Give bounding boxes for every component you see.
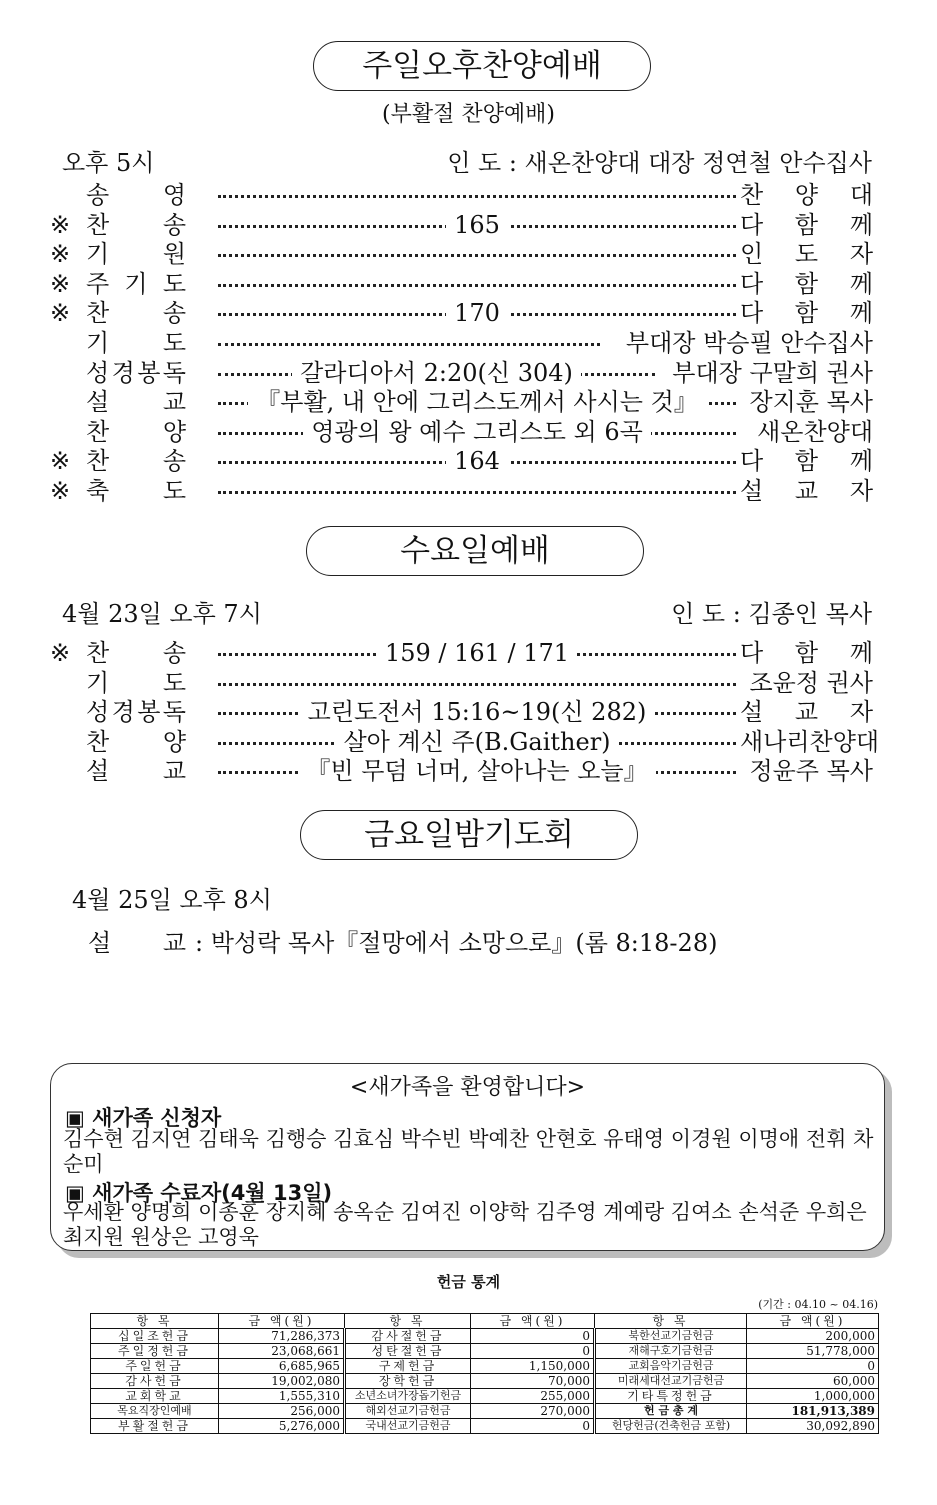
header-item: 항 목 bbox=[595, 1314, 747, 1329]
offering-row bbox=[91, 1404, 879, 1419]
leader-dots bbox=[218, 683, 736, 686]
order-detail: 164 bbox=[446, 447, 508, 475]
order-detail: 영광의 왕 예수 그리스도 외 6곡 bbox=[303, 418, 651, 446]
standing-mark: ※ bbox=[50, 477, 71, 505]
offering-item: 미래세대선교기금헌금 bbox=[595, 1374, 747, 1389]
order-person: 다 함 께 bbox=[740, 299, 873, 328]
order-label: 송 영 bbox=[86, 181, 186, 209]
order-label: 기 원 bbox=[86, 240, 186, 269]
offering-amount: 0 bbox=[747, 1359, 879, 1374]
offering-item: 교회학교 bbox=[91, 1389, 219, 1404]
order-label: 주 기 도 bbox=[86, 269, 186, 298]
offering-item: 국내선교기금헌금 bbox=[345, 1419, 471, 1434]
offering-item: 구제헌금 bbox=[345, 1359, 471, 1374]
standing-mark: ※ bbox=[50, 210, 71, 239]
offering-item: 재해구호기금헌금 bbox=[595, 1344, 747, 1359]
wednesday-service-title: 수요일예배 bbox=[306, 526, 644, 576]
order-detail: 『부활, 내 안에 그리스도께서 사시는 것』 bbox=[248, 388, 706, 416]
offering-header-row bbox=[91, 1314, 879, 1329]
sunday-service-subtitle: (부활절 찬양예배) bbox=[382, 102, 555, 127]
standing-mark: ※ bbox=[50, 299, 71, 328]
offering-item: 감사절헌금 bbox=[345, 1329, 471, 1344]
newcomers-title: <새가족을 환영합니다> bbox=[349, 1075, 586, 1100]
applicants-list: 김수현 김지연 김태욱 김행승 김효심 박수빈 박예찬 안현호 유태영 이경원 이명애 전휘 차순미 bbox=[63, 1127, 874, 1176]
friday-sermon: : 박성락 목사『절망에서 소망으로』(롬 8:18-28) bbox=[195, 929, 718, 957]
order-person: 부대장 구말희 권사 bbox=[672, 358, 873, 387]
offering-amount: 181,913,389 bbox=[747, 1404, 879, 1419]
offering-row bbox=[91, 1359, 879, 1374]
offering-title: 헌금 통계 bbox=[436, 1273, 501, 1291]
order-label: 찬 송 bbox=[86, 210, 186, 239]
order-person: 장지훈 목사 bbox=[749, 388, 873, 417]
order-person: 다 함 께 bbox=[740, 210, 873, 239]
offering-item: 기타특정헌금 bbox=[595, 1389, 747, 1404]
friday-service-title: 금요일밤기도회 bbox=[300, 810, 638, 860]
offering-amount: 19,002,080 bbox=[219, 1374, 345, 1389]
order-detail: 『빈 무덤 너머, 살아나는 오늘』 bbox=[298, 757, 655, 785]
offering-amount: 0 bbox=[471, 1419, 595, 1434]
friday-sermon-label: 설 교 bbox=[88, 929, 208, 957]
order-person: 새나리찬양대 bbox=[740, 727, 880, 756]
offering-table bbox=[90, 1313, 879, 1434]
leader-dots bbox=[218, 254, 736, 257]
order-detail: 165 bbox=[446, 211, 508, 239]
offering-row bbox=[91, 1389, 879, 1404]
applicants-heading: ▣ 새가족 신청자 bbox=[65, 1106, 222, 1130]
standing-mark: ※ bbox=[50, 240, 71, 269]
order-label: 설 교 bbox=[86, 388, 186, 417]
sunday-leader: 인 도 : 새온찬양대 대장 정연철 안수집사 bbox=[447, 149, 872, 177]
leader-dots bbox=[218, 491, 736, 494]
sunday-service-title: 주일오후찬양예배 bbox=[313, 41, 651, 91]
offering-amount: 23,068,661 bbox=[219, 1344, 345, 1359]
order-row bbox=[0, 638, 937, 668]
order-row bbox=[0, 476, 937, 506]
order-detail: 170 bbox=[446, 299, 508, 327]
completed-list: 우세환 양명희 이종훈 장지혜 송옥순 김여진 이양학 김주영 계예랑 김여소 손석준 우희은 최지원 원상은 고영욱 bbox=[63, 1200, 867, 1249]
order-label: 설 교 bbox=[86, 757, 186, 786]
offering-amount: 0 bbox=[471, 1344, 595, 1359]
offering-item: 북한선교기금헌금 bbox=[595, 1329, 747, 1344]
offering-amount: 1,000,000 bbox=[747, 1389, 879, 1404]
offering-item: 소년소녀가장돕기헌금 bbox=[345, 1389, 471, 1404]
order-person: 조윤정 권사 bbox=[749, 668, 873, 697]
offering-row bbox=[91, 1329, 879, 1344]
offering-item: 주일헌금 bbox=[91, 1359, 219, 1374]
offering-row bbox=[91, 1344, 879, 1359]
order-row bbox=[0, 328, 937, 358]
sunday-time: 오후 5시 bbox=[62, 149, 155, 177]
offering-amount: 6,685,965 bbox=[219, 1359, 345, 1374]
offering-row bbox=[91, 1374, 879, 1389]
offering-amount: 0 bbox=[471, 1329, 595, 1344]
offering-item: 교회음악기금헌금 bbox=[595, 1359, 747, 1374]
completed-heading: ▣ 새가족 수료자(4월 13일) bbox=[65, 1181, 333, 1205]
order-row bbox=[0, 697, 937, 727]
offering-item: 부활절헌금 bbox=[91, 1419, 219, 1434]
order-row bbox=[0, 446, 937, 476]
offering-item: 십일조헌금 bbox=[91, 1329, 219, 1344]
order-row bbox=[0, 239, 937, 269]
order-row bbox=[0, 727, 937, 757]
order-person: 설 교 자 bbox=[740, 698, 873, 727]
wednesday-leader: 인 도 : 김종인 목사 bbox=[671, 600, 872, 628]
order-row bbox=[0, 387, 937, 417]
offering-item: 헌당헌금(건축헌금 포함) bbox=[595, 1419, 747, 1434]
offering-amount: 60,000 bbox=[747, 1374, 879, 1389]
offering-amount: 1,150,000 bbox=[471, 1359, 595, 1374]
order-row bbox=[0, 668, 937, 698]
order-person: 찬 양 대 bbox=[740, 181, 873, 209]
order-detail: 갈라디아서 2:20(신 304) bbox=[292, 359, 581, 387]
offering-item: 장학헌금 bbox=[345, 1374, 471, 1389]
offering-amount: 200,000 bbox=[747, 1329, 879, 1344]
header-item: 항 목 bbox=[91, 1314, 219, 1329]
order-label: 기 도 bbox=[86, 668, 186, 697]
standing-mark: ※ bbox=[50, 639, 71, 667]
offering-item: 감사헌금 bbox=[91, 1374, 219, 1389]
order-detail: 고린도전서 15:16~19(신 282) bbox=[300, 698, 655, 726]
order-row bbox=[0, 756, 937, 786]
order-row bbox=[0, 180, 937, 210]
offering-amount: 1,555,310 bbox=[219, 1389, 345, 1404]
header-amount: 금 액(원) bbox=[219, 1314, 345, 1329]
offering-row bbox=[91, 1419, 879, 1434]
order-person: 정윤주 목사 bbox=[749, 757, 873, 786]
order-person: 부대장 박승필 안수집사 bbox=[625, 329, 873, 357]
order-label: 찬 양 bbox=[86, 417, 186, 446]
header-amount: 금 액(원) bbox=[471, 1314, 595, 1329]
order-row bbox=[0, 358, 937, 388]
order-person: 인 도 자 bbox=[740, 240, 873, 269]
offering-item: 헌 금 총 계 bbox=[595, 1404, 747, 1419]
order-label: 찬 송 bbox=[86, 639, 186, 667]
standing-mark: ※ bbox=[50, 269, 71, 298]
offering-amount: 71,286,373 bbox=[219, 1329, 345, 1344]
offering-item: 해외선교기금헌금 bbox=[345, 1404, 471, 1419]
offering-amount: 51,778,000 bbox=[747, 1344, 879, 1359]
offering-item: 주일정헌금 bbox=[91, 1344, 219, 1359]
offering-period: (기간 : 04.10 ~ 04.16) bbox=[758, 1298, 878, 1311]
leader-dots bbox=[218, 343, 600, 346]
order-row bbox=[0, 298, 937, 328]
order-person: 다 함 께 bbox=[740, 639, 873, 667]
standing-mark: ※ bbox=[50, 447, 71, 476]
order-label: 찬 송 bbox=[86, 447, 186, 476]
newcomers-box bbox=[50, 1063, 885, 1251]
order-person: 다 함 께 bbox=[740, 447, 873, 476]
offering-amount: 256,000 bbox=[219, 1404, 345, 1419]
order-person: 다 함 께 bbox=[740, 269, 873, 298]
leader-dots bbox=[218, 284, 736, 287]
leader-dots bbox=[218, 195, 736, 198]
order-row bbox=[0, 417, 937, 447]
order-detail: 159 / 161 / 171 bbox=[377, 639, 577, 667]
order-row bbox=[0, 210, 937, 240]
offering-amount: 270,000 bbox=[471, 1404, 595, 1419]
offering-amount: 30,092,890 bbox=[747, 1419, 879, 1434]
order-detail: 살아 계신 주(B.Gaither) bbox=[335, 728, 618, 756]
order-label: 기 도 bbox=[86, 329, 186, 357]
wednesday-time: 4월 23일 오후 7시 bbox=[62, 600, 262, 628]
order-label: 성 경 봉 독 bbox=[86, 358, 186, 387]
order-label: 성 경 봉 독 bbox=[86, 698, 186, 727]
order-label: 축 도 bbox=[86, 477, 186, 505]
order-label: 찬 양 bbox=[86, 727, 186, 756]
offering-item: 성탄절헌금 bbox=[345, 1344, 471, 1359]
offering-item: 목요직장인예배 bbox=[91, 1404, 219, 1419]
offering-amount: 5,276,000 bbox=[219, 1419, 345, 1434]
offering-amount: 70,000 bbox=[471, 1374, 595, 1389]
offering-amount: 255,000 bbox=[471, 1389, 595, 1404]
friday-time: 4월 25일 오후 8시 bbox=[72, 886, 272, 914]
order-person: 설 교 자 bbox=[740, 477, 873, 505]
order-label: 찬 송 bbox=[86, 299, 186, 328]
order-person: 새온찬양대 bbox=[757, 417, 873, 446]
header-amount: 금 액(원) bbox=[747, 1314, 879, 1329]
order-row bbox=[0, 269, 937, 299]
header-item: 항 목 bbox=[345, 1314, 471, 1329]
